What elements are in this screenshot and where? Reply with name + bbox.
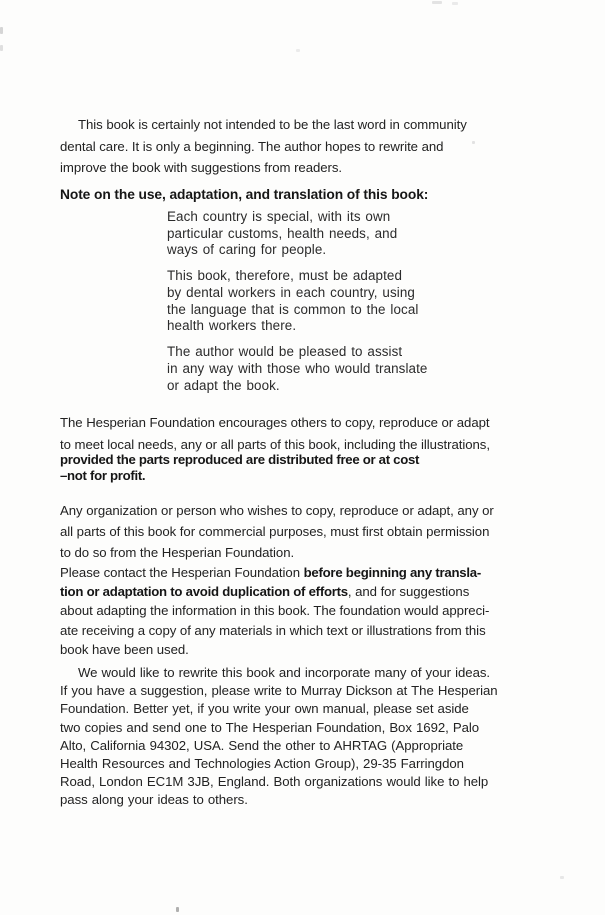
text-line: two copies and send one to The Hesperian Foundation, Box 1692, Palo: [60, 719, 480, 735]
text-line: dental care. It is only a beginning. The author hopes to rewrite and: [60, 138, 444, 154]
note-quote-block-2: [167, 268, 547, 335]
text-line: to meet local needs, any or all parts of this book, including the illustrations,: [60, 436, 490, 452]
text-line: Any organization or person who wishes to copy, reproduce or adapt, any or: [60, 503, 494, 518]
paragraph-contact-foundation: [60, 563, 562, 659]
text-line: –not for profit.: [60, 467, 146, 483]
note-quote-block-1: [167, 209, 547, 259]
scan-speck: [0, 27, 3, 34]
text-line: provided the parts reproduced are distributed free or at cost: [60, 452, 420, 467]
text-line: all parts of this book for commercial purposes, must first obtain permission: [60, 524, 490, 539]
paragraph-intro: [60, 114, 562, 179]
text-line: or adapt the book.: [167, 378, 280, 393]
text-line: by dental workers in each country, using: [167, 284, 415, 300]
text-segment: Please contact the Hesperian Foundation: [60, 565, 304, 580]
text-line: [60, 640, 562, 659]
note-heading: Note on the use, adaptation, and translation of this book:: [60, 187, 429, 202]
text-line: to do so from the Hesperian Foundation.: [60, 545, 295, 560]
text-line: in any way with those who would translate: [167, 361, 428, 376]
text-line: ways of caring for people.: [167, 242, 327, 258]
text-line: We would like to rewrite this book and incorporate many of your ideas.: [78, 665, 491, 680]
scan-speck: [452, 2, 458, 5]
text-line: This book is certainly not intended to be the last word in community: [78, 117, 467, 132]
text-segment: ate receiving a copy of any materials in which text or illustrations from this: [60, 622, 486, 638]
text-line: Alto, California 94302, USA. Send the other to AHRTAG (Appropriate: [60, 737, 464, 753]
text-line: health workers there.: [167, 318, 297, 334]
scan-speck: [0, 45, 3, 51]
text-line: If you have a suggestion, please write to Murray Dickson at The Hesperian: [60, 683, 498, 699]
text-segment: , and for suggestions: [347, 584, 470, 600]
scan-speck: [472, 141, 475, 144]
text-line: [60, 601, 562, 620]
bold-text-segment: tion or adaptation to avoid duplication of efforts: [60, 584, 348, 600]
text-line: Road, London EC1M 3JB, England. Both organizations would like to help: [60, 774, 489, 790]
text-line: This book, therefore, must be adapted: [167, 268, 402, 283]
text-line: Foundation. Better yet, if you write your own manual, please set aside: [60, 701, 469, 717]
paragraph-rewrite-addresses: [60, 664, 562, 810]
scan-speck: [560, 876, 564, 879]
text-line: improve the book with suggestions from readers.: [60, 160, 343, 175]
scan-speck: [296, 49, 300, 52]
text-line: the language that is common to the local: [167, 301, 419, 317]
scan-speck: [432, 1, 442, 4]
text-line: Health Resources and Technologies Action Group), 29-35 Farringdon: [60, 755, 464, 771]
text-line: The Hesperian Foundation encourages others to copy, reproduce or adapt: [60, 415, 490, 430]
paragraph-commercial-permission: [60, 500, 562, 563]
paragraph-copy-permission-bold: [60, 452, 562, 483]
text-segment: book have been used.: [60, 641, 189, 657]
text-line: [60, 563, 562, 582]
text-line: particular customs, health needs, and: [167, 225, 398, 241]
text-line: [60, 621, 562, 640]
text-line: The author would be pleased to assist: [167, 344, 403, 359]
text-line: Each country is special, with its own: [167, 209, 391, 224]
text-segment: about adapting the information in this book. The foundation would appreci-: [60, 603, 490, 619]
note-quote-block-3: [167, 343, 547, 394]
text-line: [60, 582, 562, 601]
bold-text-segment: before beginning any transla-: [303, 565, 481, 580]
scan-speck: [176, 907, 179, 912]
text-line: pass along your ideas to others.: [60, 792, 248, 808]
paragraph-copy-permission: [60, 412, 562, 455]
